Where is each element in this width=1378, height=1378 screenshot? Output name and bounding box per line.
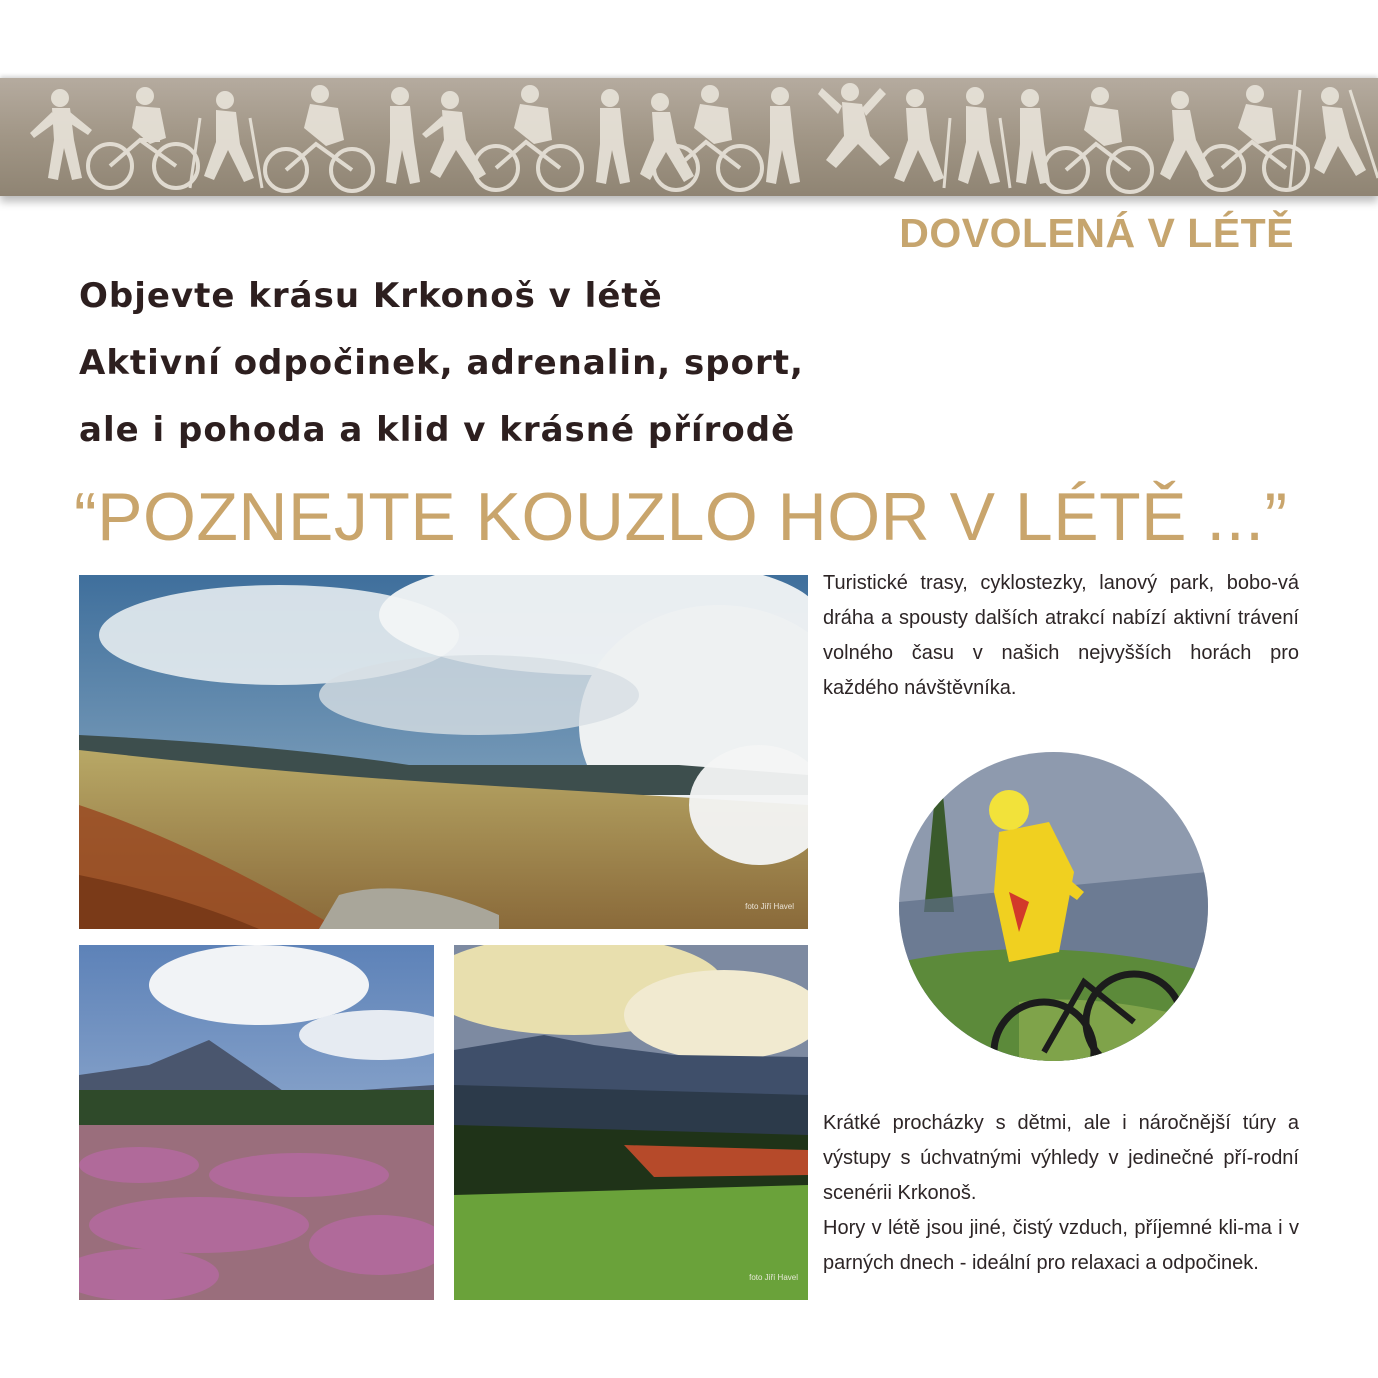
runner-silhouette-3 — [640, 93, 694, 182]
intro-heading — [79, 268, 804, 469]
runner-silhouette-5 — [1160, 91, 1214, 182]
slogan: “POZNEJTE KOUZLO HOR V LÉTĚ ...” — [74, 479, 1288, 555]
walker-silhouette — [386, 87, 420, 184]
photo-credit-2: foto Jiří Havel — [749, 1273, 798, 1282]
intro-line-1: Objevte krásu Krkonoš v létě — [79, 276, 663, 316]
intro-line-3: ale i pohoda a klid v krásné přírodě — [79, 410, 796, 450]
cyclist-silhouette — [88, 87, 198, 188]
section-title: DOVOLENÁ V LÉTĚ — [899, 210, 1294, 256]
cyclist-silhouette-3 — [474, 85, 582, 190]
walker-silhouette-3 — [766, 87, 800, 184]
sports-silhouette-banner — [0, 78, 1378, 196]
intro-line-2: Aktivní odpočinek, adrenalin, sport, — [79, 343, 804, 383]
cyclist-silhouette-5 — [1044, 87, 1152, 192]
paragraph-hikes: Krátké procházky s dětmi, ale i náročnější túry a výstupy s úchvatnými výhledy v jedinečné pří-rodní scenérii Krkonoš. — [823, 1112, 1299, 1204]
photo-credit: foto Jiří Havel — [745, 902, 794, 911]
runner-silhouette-4 — [894, 89, 944, 182]
paragraph-activities: Turistické trasy, cyklostezky, lanový park, bobo-vá dráha a spousty dalších atrakcí nabízí aktivní trávení volného času v našich nejvyšších horách pro každého návštěvníka. — [823, 572, 1299, 699]
skier-silhouette-3 — [1290, 87, 1378, 188]
runner-silhouette — [30, 89, 92, 180]
paragraph-climate: Hory v létě jsou jiné, čistý vzduch, příjemné kli-ma i v parných dnech - ideální pro relaxaci a odpočinek. — [823, 1217, 1299, 1274]
jumper-silhouette — [818, 83, 890, 168]
green-valley-photo — [454, 945, 808, 1300]
skier-silhouette — [190, 91, 262, 188]
cyclist-silhouette-2 — [265, 85, 373, 191]
cyclist-photo — [899, 752, 1208, 1061]
heather-peak-photo — [79, 945, 434, 1300]
mountain-meadow-photo — [79, 575, 808, 929]
walker-silhouette-2 — [596, 89, 630, 184]
skier-silhouette-2 — [944, 87, 1010, 188]
runner-silhouette-2 — [422, 91, 486, 180]
